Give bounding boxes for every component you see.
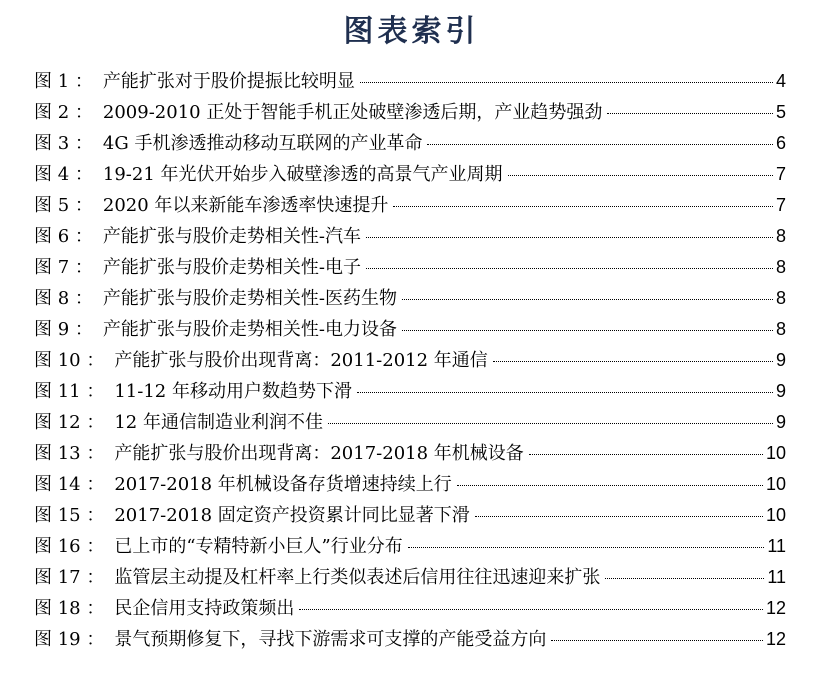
figure-label: 图 4 ： bbox=[34, 164, 93, 185]
figure-caption: 产能扩张与股价走势相关性-汽车 bbox=[102, 226, 361, 247]
toc-entry[interactable] bbox=[34, 285, 786, 316]
dot-leader bbox=[366, 268, 773, 269]
figure-caption: 产能扩张与股价出现背离：2011-2012 年通信 bbox=[114, 350, 488, 371]
figure-label: 图 8 ： bbox=[34, 288, 93, 309]
toc-entry[interactable] bbox=[34, 378, 786, 409]
figure-caption: 产能扩张与股价出现背离：2017-2018 年机械设备 bbox=[114, 443, 524, 464]
page-number: 8 bbox=[775, 226, 786, 246]
dot-leader bbox=[493, 361, 773, 362]
figure-label: 图 10 ： bbox=[34, 350, 105, 371]
toc-entry[interactable] bbox=[34, 254, 786, 285]
figure-label: 图 19 ： bbox=[34, 629, 105, 650]
figure-label: 图 5 ： bbox=[34, 195, 93, 216]
page-number: 7 bbox=[775, 164, 786, 184]
toc-entry[interactable] bbox=[34, 316, 786, 347]
figure-caption: 产能扩张与股价走势相关性-医药生物 bbox=[102, 288, 397, 309]
dot-leader bbox=[402, 330, 773, 331]
dot-leader bbox=[360, 82, 773, 83]
toc-entry[interactable] bbox=[34, 564, 786, 595]
page-number: 8 bbox=[775, 288, 786, 308]
dot-leader bbox=[427, 144, 773, 145]
toc-entry[interactable] bbox=[34, 533, 786, 564]
figure-caption: 已上市的“专精特新小巨人”行业分布 bbox=[114, 536, 403, 557]
page-number: 9 bbox=[775, 412, 786, 432]
figure-caption: 景气预期修复下，寻找下游需求可支撑的产能受益方向 bbox=[114, 629, 547, 650]
figure-label: 图 12 ： bbox=[34, 412, 105, 433]
toc-entry[interactable] bbox=[34, 99, 786, 130]
figure-label: 图 2 ： bbox=[34, 102, 93, 123]
page-number: 12 bbox=[765, 598, 786, 618]
page-number: 11 bbox=[767, 567, 786, 587]
figure-label: 图 18 ： bbox=[34, 598, 105, 619]
page-title: 图表索引 bbox=[343, 14, 480, 49]
toc-entry[interactable] bbox=[34, 471, 786, 502]
figure-caption: 2017-2018 年机械设备存货增速持续上行 bbox=[114, 474, 452, 495]
figure-label: 图 15 ： bbox=[34, 505, 105, 526]
toc-entry[interactable] bbox=[34, 440, 786, 471]
figure-label: 图 6 ： bbox=[34, 226, 93, 247]
page-number: 10 bbox=[765, 505, 786, 525]
dot-leader bbox=[551, 640, 763, 641]
page-number: 9 bbox=[775, 350, 786, 370]
toc-entry[interactable] bbox=[34, 223, 786, 254]
toc-entry[interactable] bbox=[34, 502, 786, 533]
figure-caption: 19-21 年光伏开始步入破壁渗透的高景气产业周期 bbox=[102, 164, 503, 185]
page-number: 12 bbox=[765, 629, 786, 649]
figure-label: 图 7 ： bbox=[34, 257, 93, 278]
figure-label: 图 16 ： bbox=[34, 536, 105, 557]
page-number: 8 bbox=[775, 319, 786, 339]
figure-label: 图 13 ： bbox=[34, 443, 105, 464]
dot-leader bbox=[299, 609, 763, 610]
dot-leader bbox=[366, 237, 773, 238]
figure-caption: 11-12 年移动用户数趋势下滑 bbox=[114, 381, 352, 402]
figure-label: 图 1 ： bbox=[34, 71, 93, 92]
dot-leader bbox=[357, 392, 773, 393]
dot-leader bbox=[508, 175, 773, 176]
toc-entry[interactable] bbox=[34, 595, 786, 626]
figure-caption: 12 年通信制造业利润不佳 bbox=[114, 412, 323, 433]
figure-caption: 2017-2018 固定资产投资累计同比显著下滑 bbox=[114, 505, 470, 526]
page-number: 5 bbox=[775, 102, 786, 122]
figure-caption: 监管层主动提及杠杆率上行类似表述后信用往往迅速迎来扩张 bbox=[114, 567, 601, 588]
toc-entry[interactable] bbox=[34, 130, 786, 161]
page-number: 10 bbox=[765, 474, 786, 494]
dot-leader bbox=[393, 206, 773, 207]
toc-entry[interactable] bbox=[34, 161, 786, 192]
toc-entry[interactable] bbox=[34, 192, 786, 223]
dot-leader bbox=[328, 423, 773, 424]
dot-leader bbox=[607, 113, 773, 114]
page-number: 4 bbox=[775, 71, 786, 91]
dot-leader bbox=[402, 299, 773, 300]
page-number: 10 bbox=[765, 443, 786, 463]
dot-leader bbox=[475, 516, 763, 517]
figure-caption: 2020 年以来新能车渗透率快速提升 bbox=[102, 195, 389, 216]
page-number: 11 bbox=[767, 536, 786, 556]
figure-caption: 产能扩张对于股价提振比较明显 bbox=[102, 71, 355, 92]
page-number: 8 bbox=[775, 257, 786, 277]
figure-caption: 4G 手机渗透推动移动互联网的产业革命 bbox=[102, 133, 423, 154]
page-number: 7 bbox=[775, 195, 786, 215]
figure-caption: 2009-2010 正处于智能手机正处破壁渗透后期，产业趋势强劲 bbox=[102, 102, 603, 123]
toc-entry[interactable] bbox=[34, 347, 786, 378]
figure-label: 图 9 ： bbox=[34, 319, 93, 340]
figure-label: 图 14 ： bbox=[34, 474, 105, 495]
dot-leader bbox=[529, 454, 763, 455]
dot-leader bbox=[605, 578, 764, 579]
dot-leader bbox=[408, 547, 765, 548]
page-number: 6 bbox=[775, 133, 786, 153]
figure-label: 图 11 ： bbox=[34, 381, 105, 402]
toc-entry[interactable] bbox=[34, 626, 786, 657]
figure-index-list bbox=[34, 68, 786, 657]
figure-label: 图 3 ： bbox=[34, 133, 93, 154]
figure-label: 图 17 ： bbox=[34, 567, 105, 588]
dot-leader bbox=[457, 485, 763, 486]
page-number: 9 bbox=[775, 381, 786, 401]
figure-caption: 产能扩张与股价走势相关性-电子 bbox=[102, 257, 361, 278]
figure-caption: 民企信用支持政策频出 bbox=[114, 598, 295, 619]
toc-entry[interactable] bbox=[34, 409, 786, 440]
toc-entry[interactable] bbox=[34, 68, 786, 99]
figure-caption: 产能扩张与股价走势相关性-电力设备 bbox=[102, 319, 397, 340]
